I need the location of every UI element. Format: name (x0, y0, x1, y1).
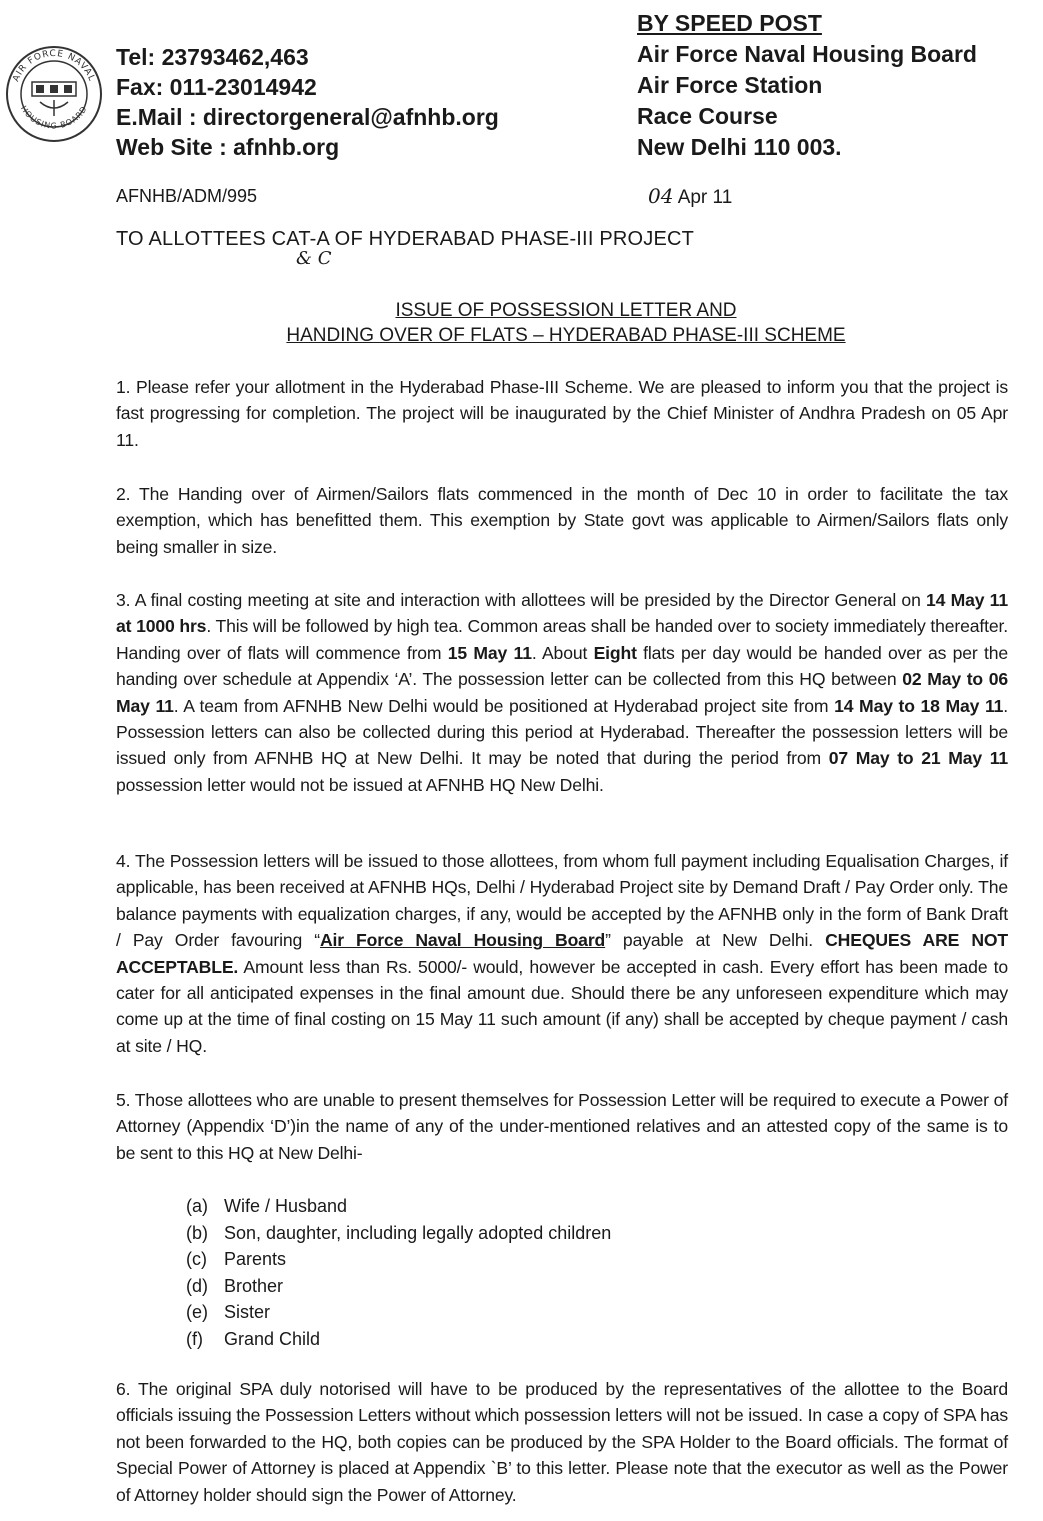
subject-heading (116, 298, 1006, 348)
list-item: (e) Sister (186, 1302, 271, 1323)
seal-text-bottom: HOUSING BOARD (18, 104, 90, 131)
list-item: (f) Grand Child (186, 1328, 321, 1349)
address-line: New Delhi 110 003. (637, 134, 842, 160)
subject-line-1: ISSUE OF POSSESSION LETTER AND (395, 300, 737, 321)
address-line: Air Force Station (637, 72, 823, 98)
payee-name: Air Force Naval Housing Board (319, 930, 606, 951)
delivery-method: BY SPEED POST (637, 10, 822, 36)
address-block (637, 8, 977, 163)
paragraph-5: 5. Those allottees who are unable to present themselves for Possession Letter will be required to execute a Power of Attorney (Appendix ‘D’)in the name of any of the under-mentioned relatives and an attested copy of the same is to be sent to this HQ at New Delhi- (116, 1090, 1008, 1163)
list-item: (b) Son, daughter, including legally adopted children (186, 1222, 612, 1243)
afnhb-seal-logo (4, 44, 104, 144)
list-item: (d) Brother (186, 1275, 284, 1296)
paragraph-2: 2. The Handing over of Airmen/Sailors flats commenced in the month of Dec 10 in order to facilitate the tax exemption, which has benefitted them. This exemption by State govt was applicable to Airmen/Sailors flats only being smaller in size. (116, 484, 1008, 557)
paragraph-1: 1. Please refer your allotment in the Hyderabad Phase-III Scheme. We are pleased to inform you that the project is fast progressing for completion. The project will be inaugurated by the Chief Minister of Andhra Pradesh on 05 Apr 11. (116, 377, 1008, 450)
letter-date (648, 184, 732, 209)
handwritten-note: & C (296, 248, 332, 269)
address-line: Race Course (637, 103, 778, 129)
address-line: Air Force Naval Housing Board (637, 41, 977, 67)
addressee-line: TO ALLOTTEES CAT-A OF HYDERABAD PHASE-III PROJECT (116, 228, 695, 250)
list-item: (a) Wife / Husband (186, 1196, 348, 1216)
date-handwritten-day: 04 (648, 184, 674, 208)
subject-line-2: HANDING OVER OF FLATS – HYDERABAD PHASE-III SCHEME (286, 325, 846, 346)
reference-number: AFNHB/ADM/995 (116, 186, 258, 206)
contact-block (116, 42, 499, 162)
telephone: Tel: 23793462,463 (116, 44, 309, 70)
fax: Fax: 011-23014942 (116, 74, 317, 100)
list-item: (c) Parents (186, 1249, 287, 1270)
seal-text-top: AIR FORCE NAVAL (11, 48, 97, 84)
email: E.Mail : directorgeneral@afnhb.org (116, 104, 499, 130)
paragraph-6: 6. The original SPA duly notorised will have to be produced by the representatives of the allottee to the Board officials issuing the Possession Letters without which possession letters will not be issued. In case a copy of SPA has not been forwarded to the HQ, both copies can be produced by the SPA Holder to the Board officials. The format of Special Power of Attorney is placed at Appendix `B’ to this letter. Please note that the executor as well as the Power of Attorney holder should sign the Power of Attorney. (116, 1379, 1008, 1505)
cheque-notice: CHEQUES ARE NOT ACCEPTABLE. (116, 930, 1009, 977)
svg-text:AIR FORCE NAVAL (11, 49, 96, 83)
paragraph-3: 3. A final costing meeting at site and interaction with allottees will be presided by the Director General on 14 May 11 at 1000 hrs. This will be followed by high tea. Common areas shall be handed over to society immediately thereafter. Handing over of flats will commence from 15 May 11. About Eight flats per day would be handed over as per the handing over schedule at Appendix ‘A’. The possession letter can be collected from this HQ between 02 May to 06 May 11. A team from AFNHB New Delhi would be positioned at Hyderabad project site from 14 May to 18 May 11. Possession letters can also be collected during this period at Hyderabad. Thereafter the possession letters will be issued only from AFNHB HQ at New Delhi. It may be noted that during the period from 07 May to 21 May 11 possession letter would not be issued at AFNHB HQ New Delhi. (116, 590, 1009, 795)
date-printed: Apr 11 (677, 187, 733, 208)
website: Web Site : afnhb.org (116, 134, 340, 160)
paragraph-4: 4. The Possession letters will be issued to those allottees, from whom full payment including Equalisation Charges, if applicable, has been received at AFNHB HQs, Delhi / Hyderabad Project site by Demand Draft / Pay Order only. The balance payments with equalization charges, if any, would be accepted by the AFNHB only in the form of Bank Draft / Pay Order favouring “Air Force Naval Housing Board” payable at New Delhi. CHEQUES ARE NOT ACCEPTABLE. Amount less than Rs. 5000/- would, however be accepted in cash. Every effort has been made to cater for all anticipated expenses in the final amount due. Should there be any unforeseen expenditure which may come up at the time of final costing on 15 May 11 such amount (if any) shall be accepted by cheque payment / cash at site / HQ. (116, 851, 1009, 1056)
relatives-list (186, 1193, 611, 1353)
